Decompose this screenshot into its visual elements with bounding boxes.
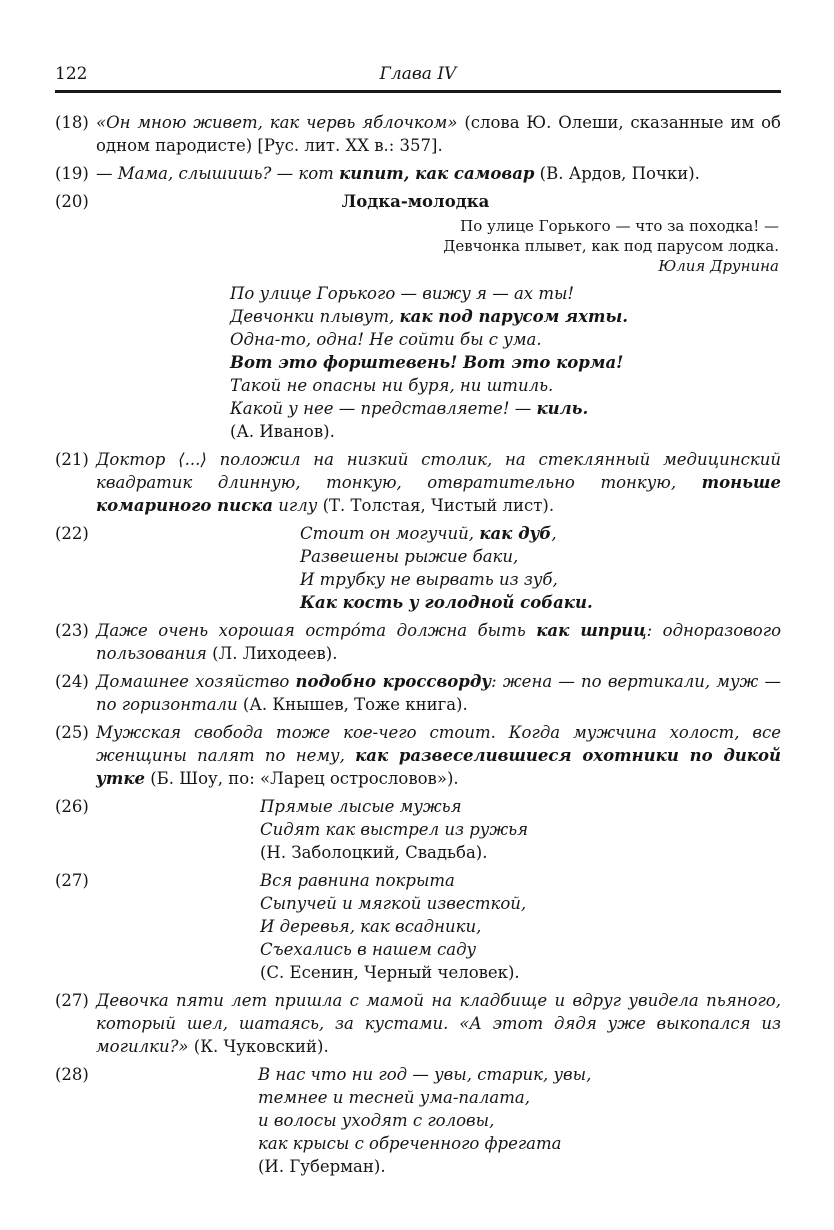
example-number: (18)	[55, 113, 89, 132]
poem-line	[260, 795, 781, 818]
text-run: Такой не опасны ни буря, ни штиль.	[230, 376, 554, 395]
example-item	[55, 522, 781, 614]
text-run: Вся равнина покрыта	[260, 871, 455, 890]
poem-line	[260, 818, 781, 841]
poem-line	[260, 938, 781, 961]
text-run: Какой у нее — представляете! —	[230, 399, 537, 418]
example-item	[55, 162, 781, 185]
text-run: И трубку не вырвать из зуб,	[300, 570, 558, 589]
example-body	[96, 619, 781, 665]
text-run: Девчонки плывут,	[230, 307, 400, 326]
text-run: как шприц	[536, 621, 647, 640]
poem-line	[258, 1086, 781, 1109]
text-run: Сидят как выстрел из ружья	[260, 820, 528, 839]
poem-line	[260, 915, 781, 938]
poem-line	[230, 420, 781, 443]
text-run: темнее и тесней ума-палата,	[258, 1088, 530, 1107]
text-run: тоньше комариного писка	[96, 473, 781, 515]
epigraph-author: Юлия Друнина	[658, 257, 779, 275]
text-run: (слова Ю. Олеши, сказанные им об одном пародисте) [Рус. лит. XX в.: 357].	[96, 113, 781, 155]
example-number: (20)	[55, 192, 89, 211]
example-text	[96, 670, 781, 716]
text-run: Съехались в нашем саду	[260, 940, 477, 959]
poem-line	[230, 305, 781, 328]
example-body	[96, 111, 781, 157]
example-number: (27)	[55, 991, 89, 1010]
example-item	[55, 1063, 781, 1178]
text-run: как развеселившиеся охотники по дикой утке	[96, 746, 781, 788]
text-run: Даже очень хорошая остро́та должна быть	[96, 621, 537, 640]
text-run: (Н. Заболоцкий, Свадьба).	[260, 843, 488, 862]
text-run: (Л. Лиходеев).	[206, 644, 338, 663]
text-run: (Б. Шоу, по: «Ларец острословов»).	[145, 769, 459, 788]
poem-block	[96, 795, 781, 864]
poem-line	[300, 591, 781, 614]
text-run: подобно кроссворду	[295, 672, 492, 691]
example-text	[96, 111, 781, 157]
text-run: (К. Чуковский).	[188, 1037, 329, 1056]
example-body	[96, 1063, 781, 1178]
text-run: — Мама, слышишь? — кот	[96, 164, 340, 183]
poem-line	[300, 568, 781, 591]
text-run: По улице Горького — вижу я — ах ты!	[230, 284, 575, 303]
text-run: Мужская свобода тоже кое-чего стоит. Когда мужчина холост, все женщины палят по нему,	[96, 723, 781, 765]
text-run: (А. Кнышев, Тоже книга).	[237, 695, 468, 714]
example-number: (27)	[55, 871, 89, 890]
example-text	[96, 448, 781, 517]
text-run: Одна-то, одна! Не сойти бы с ума.	[230, 330, 542, 349]
example-body	[96, 721, 781, 790]
epigraph	[96, 216, 781, 276]
example-number: (26)	[55, 797, 89, 816]
example-text	[96, 721, 781, 790]
poem-block	[96, 282, 781, 443]
example-text	[96, 619, 781, 665]
example-number: (22)	[55, 524, 89, 543]
example-body	[96, 522, 781, 614]
text-run: ,	[551, 524, 557, 543]
example-item	[55, 619, 781, 665]
example-body	[96, 448, 781, 517]
poem-line	[258, 1155, 781, 1178]
text-run: Стоит он могучий,	[300, 524, 480, 543]
poem-line	[260, 961, 781, 984]
text-run: иглу	[273, 496, 318, 515]
poem-line	[258, 1063, 781, 1086]
example-body	[96, 162, 781, 185]
text-run: (Т. Толстая, Чистый лист).	[317, 496, 555, 515]
example-item	[55, 869, 781, 984]
poem-line	[260, 841, 781, 864]
chapter-title: Глава IV	[379, 64, 457, 84]
text-run: Вот это форштевень! Вот это корма!	[230, 353, 624, 372]
example-item	[55, 448, 781, 517]
poem-line	[260, 869, 781, 892]
poem-block	[96, 869, 781, 984]
text-run: Прямые лысые мужья	[260, 797, 462, 816]
example-body	[96, 869, 781, 984]
poem-block	[96, 1063, 781, 1178]
page-number: 122	[55, 64, 88, 84]
example-item	[55, 111, 781, 157]
example-text	[96, 162, 781, 185]
text-run: В нас что ни год — увы, старик, увы,	[258, 1065, 592, 1084]
epigraph-line: Девчонка плывет, как под парусом лодка.	[443, 237, 779, 255]
text-run: Доктор ⟨...⟩ положил на низкий столик, на стеклянный медицинский квадратик длинную, тонкую, отвратительно тонкую,	[96, 450, 781, 492]
example-number: (25)	[55, 723, 89, 742]
poem-line	[300, 522, 781, 545]
poem-line	[258, 1109, 781, 1132]
example-number: (19)	[55, 164, 89, 183]
poem-line	[230, 328, 781, 351]
text-run: Домашнее хозяйство	[96, 672, 296, 691]
poem-line	[300, 545, 781, 568]
text-run: Сыпучей и мягкой известкой,	[260, 894, 527, 913]
text-run: И деревья, как всадники,	[260, 917, 482, 936]
example-body	[96, 190, 781, 443]
example-body	[96, 795, 781, 864]
poem-line	[230, 397, 781, 420]
text-run: как дуб	[479, 524, 552, 543]
text-run: (С. Есенин, Черный человек).	[260, 963, 520, 982]
text-run: кипит, как самовар	[339, 164, 535, 183]
example-text	[96, 989, 781, 1058]
text-run: : жена — по вертикали, муж — по горизонтали	[96, 672, 781, 714]
poem-line	[230, 374, 781, 397]
text-run: «Он мною живет, как червь яблочком»	[96, 113, 458, 132]
example-item	[55, 989, 781, 1058]
poem-line	[230, 282, 781, 305]
poem-line	[258, 1132, 781, 1155]
example-number: (28)	[55, 1065, 89, 1084]
example-item	[55, 721, 781, 790]
text-run: Девочка пяти лет пришла с мамой на кладбище и вдруг увидела пьяного, который шел, шатаясь, за кустами. «А этот дядя уже выкопался из могилки?»	[96, 991, 781, 1056]
text-run: (В. Ардов, Почки).	[534, 164, 700, 183]
example-item	[55, 670, 781, 716]
example-number: (23)	[55, 621, 89, 640]
text-run: как крысы с обреченного фрегата	[258, 1134, 562, 1153]
poem-line	[260, 892, 781, 915]
text-run: киль.	[536, 399, 589, 418]
example-item	[55, 795, 781, 864]
text-run: Развешены рыжие баки,	[300, 547, 519, 566]
text-run: и волосы уходят с головы,	[258, 1111, 495, 1130]
text-run: Как кость у голодной собаки.	[300, 593, 593, 612]
text-run: (А. Иванов).	[230, 422, 335, 441]
text-run: как под парусом яхты.	[399, 307, 628, 326]
poem-block	[96, 522, 781, 614]
epigraph-line: По улице Горького — что за походка! —	[460, 217, 779, 235]
example-item	[55, 190, 781, 443]
example-number: (21)	[55, 450, 89, 469]
poem-line	[230, 351, 781, 374]
examples-list	[55, 93, 781, 1178]
example-body	[96, 670, 781, 716]
example-body	[96, 989, 781, 1058]
page-header	[55, 62, 781, 86]
example-number: (24)	[55, 672, 89, 691]
text-run: (И. Губерман).	[258, 1157, 386, 1176]
text-run: : одноразового пользования	[96, 621, 781, 663]
poem-title: Лодка-молодка	[341, 192, 490, 211]
